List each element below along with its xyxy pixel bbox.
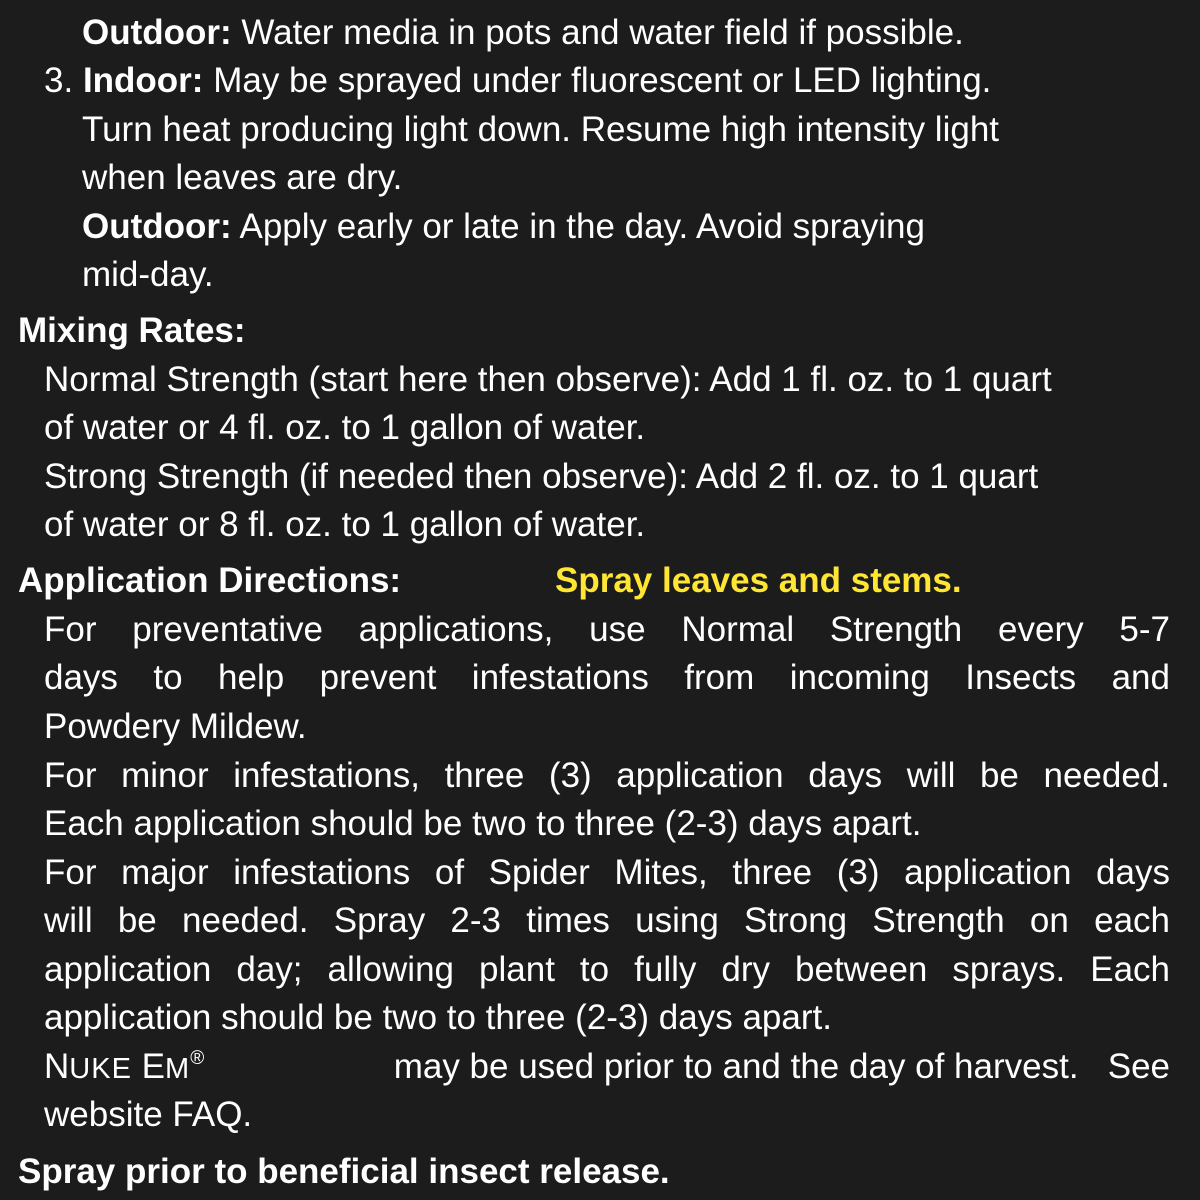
step-number-3: 3. xyxy=(44,61,74,100)
indoor-line-3 xyxy=(82,154,402,202)
brand-name: NUKE EM® xyxy=(44,1047,205,1086)
registered-mark: ® xyxy=(190,1048,205,1069)
major-infestation-line-3: application day; allowing plant to fully dry between sprays. Each xyxy=(44,950,1170,989)
beneficial-insect-note: Spray prior to beneficial insect release. xyxy=(18,1152,670,1191)
minor-infestation-line-2: Each application should be two to three (2-3) days apart. xyxy=(44,804,922,843)
outdoor-apply-line-2 xyxy=(82,251,214,299)
major-infestation-line-1: For major infestations of Spider Mites, three (3) application days xyxy=(44,853,1170,892)
indoor-line-2 xyxy=(82,106,999,154)
outdoor-water-line xyxy=(82,9,964,57)
major-infestation-line-2: will be needed. Spray 2-3 times using Strong Strength on each xyxy=(44,901,1170,940)
preventative-line-3: Powdery Mildew. xyxy=(44,707,307,746)
harvest-line-1 xyxy=(44,1043,1170,1091)
normal-strength-line-2: of water or 4 fl. oz. to 1 gallon of water. xyxy=(44,408,646,447)
preventative-line-1: For preventative applications, use Normal Strength every 5-7 xyxy=(44,610,1170,649)
minor-infestation-line-1: For minor infestations, three (3) application days will be needed. xyxy=(44,756,1170,795)
spray-leaves-highlight: Spray leaves and stems. xyxy=(555,561,962,600)
harvest-text-1: may be used prior to and the day of harvest. See xyxy=(383,1047,1170,1086)
outdoor-apply-line-1 xyxy=(82,203,925,251)
outdoor-water-text: Water media in pots and water field if possible. xyxy=(231,13,964,52)
normal-strength-line-1: Normal Strength (start here then observe): Add 1 fl. oz. to 1 quart xyxy=(44,360,1052,399)
application-directions-heading: Application Directions: xyxy=(18,561,402,600)
strong-strength-line-1: Strong Strength (if needed then observe): Add 2 fl. oz. to 1 quart xyxy=(44,457,1039,496)
indoor-text-2: Turn heat producing light down. Resume high intensity light xyxy=(82,110,1000,149)
indoor-line-1 xyxy=(44,57,991,105)
major-infestation-line-4: application should be two to three (2-3) days apart. xyxy=(44,998,832,1037)
strong-strength-line-2: of water or 8 fl. oz. to 1 gallon of water. xyxy=(44,505,646,544)
harvest-line-2: website FAQ. xyxy=(44,1095,253,1134)
outdoor-water-label: Outdoor: xyxy=(82,13,232,52)
outdoor-apply-text-2: mid-day. xyxy=(82,255,214,294)
indoor-text-1: May be sprayed under fluorescent or LED lighting. xyxy=(203,61,992,100)
outdoor-apply-label: Outdoor: xyxy=(82,207,232,246)
outdoor-apply-text-1: Apply early or late in the day. Avoid spraying xyxy=(231,207,925,246)
preventative-line-2: days to help prevent infestations from incoming Insects and xyxy=(44,658,1170,697)
indoor-text-3: when leaves are dry. xyxy=(82,158,403,197)
mixing-rates-heading: Mixing Rates: xyxy=(18,311,246,350)
indoor-label: Indoor: xyxy=(82,61,204,100)
